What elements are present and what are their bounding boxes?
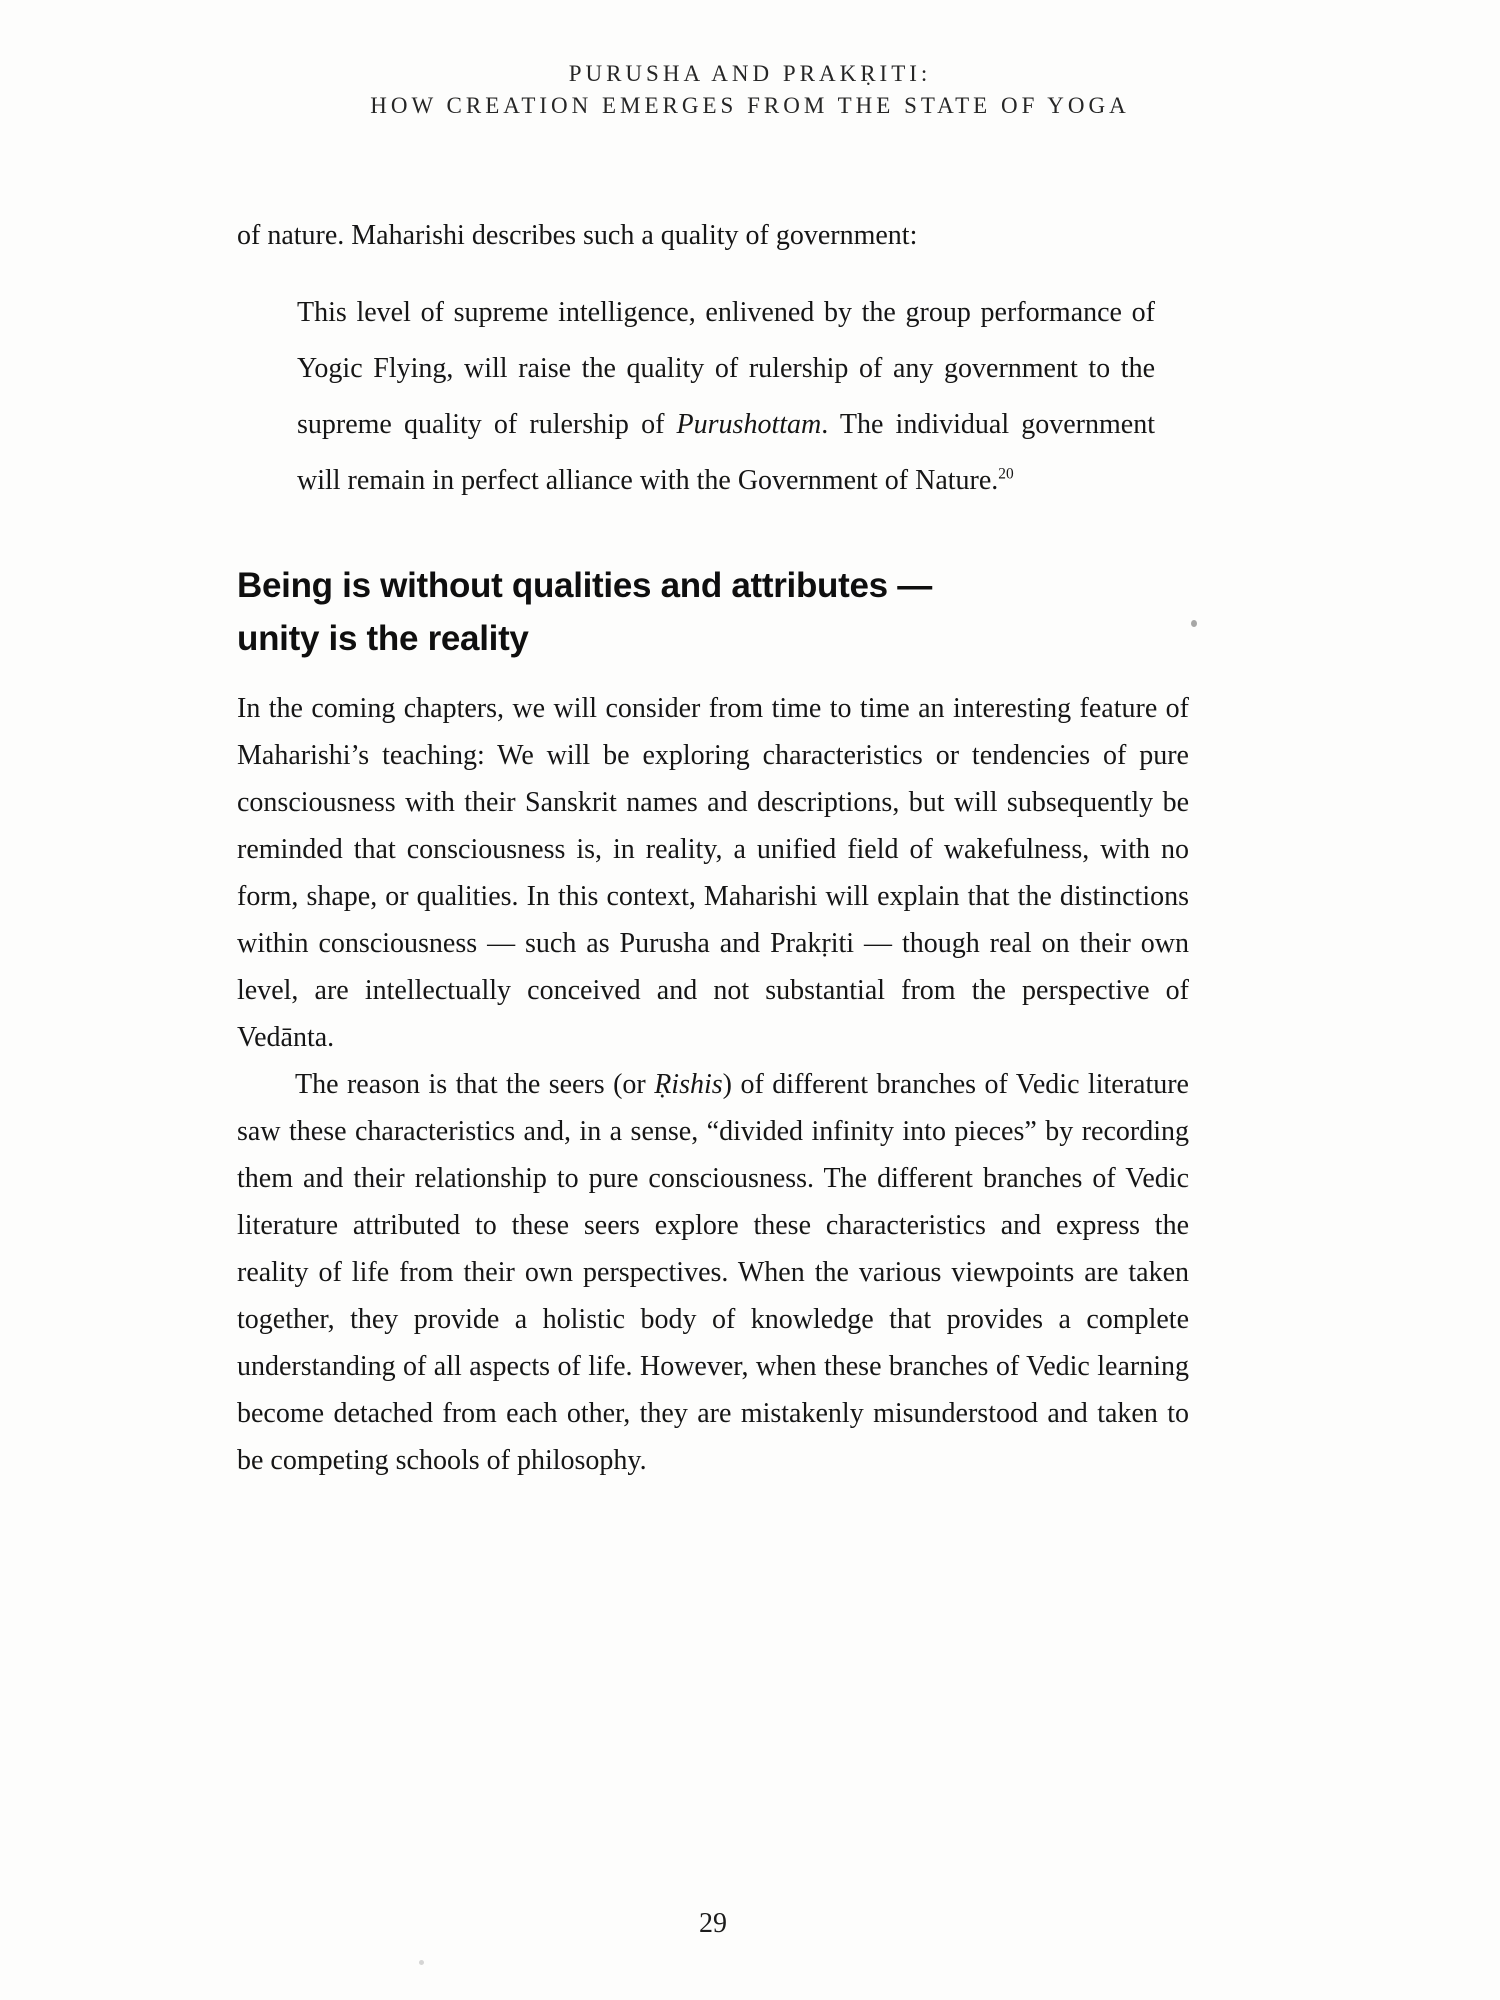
scan-speck: [419, 1960, 424, 1965]
body-paragraph-1: In the coming chapters, we will consider from time to time an interesting feature of Maharishi’s teaching: We will be exploring characteristics or tendencies of pure consciousness with their Sanskrit names and descriptions, but will subsequently be reminded that consciousness is, in reality, a unified field of wakefulness, with no form, shape, or qualities. In this context, Maharishi will explain that the distinctions within consciousness — such as Purusha and Prakṛiti — though real on their own level, are intellectually conceived and not substantial from the perspective of Vedānta.: [237, 693, 1189, 1053]
text-column: [237, 212, 1189, 1484]
section-heading-line-1: Being is without qualities and attributes —: [237, 566, 932, 605]
paragraph-2-text-continued: ) of different branches of Vedic literature saw these characteristics and, in a sense, “divided infinity into pieces” by recording them and their relationship to pure consciousness. The different branches of Vedic literature attributed to these seers explore these characteristics and express the reality of life from their own perspectives. When the various viewpoints are taken together, they provide a holistic body of knowledge that provides a complete understanding of all aspects of life. However, when these branches of Vedic learning become detached from each other, they are mistakenly misunderstood and taken to be competing schools of philosophy.: [237, 1069, 1189, 1476]
quote-text-continued: . The individual government will remain in perfect alliance with the Government of Nature.: [297, 409, 1155, 496]
intro-paragraph: of nature. Maharishi describes such a quality of government:: [237, 220, 918, 251]
page-number: 29: [699, 1908, 727, 1939]
chapter-title-line-2: HOW CREATION EMERGES FROM THE STATE OF YOGA: [370, 93, 1130, 118]
paragraph-2-italic-term: Ṛishis: [654, 1069, 723, 1100]
running-header: [0, 0, 1500, 122]
chapter-title-line-1: PURUSHA AND PRAKṚITI:: [568, 61, 932, 86]
section-heading: [237, 559, 1189, 665]
scan-speck: [1191, 620, 1197, 627]
quote-text: This level of supreme intelligence, enlivened by the group performance of Yogic Flying, will raise the quality of rulership of any government to the supreme quality of rulership of: [297, 297, 1155, 440]
block-quote: [297, 285, 1155, 509]
quote-italic-term: Purushottam: [676, 409, 822, 440]
body-paragraph-2: [237, 1061, 1189, 1484]
footnote-reference: 20: [998, 465, 1014, 483]
section-heading-line-2: unity is the reality: [237, 619, 529, 658]
paragraph-2-text: The reason is that the seers (or: [295, 1069, 655, 1100]
